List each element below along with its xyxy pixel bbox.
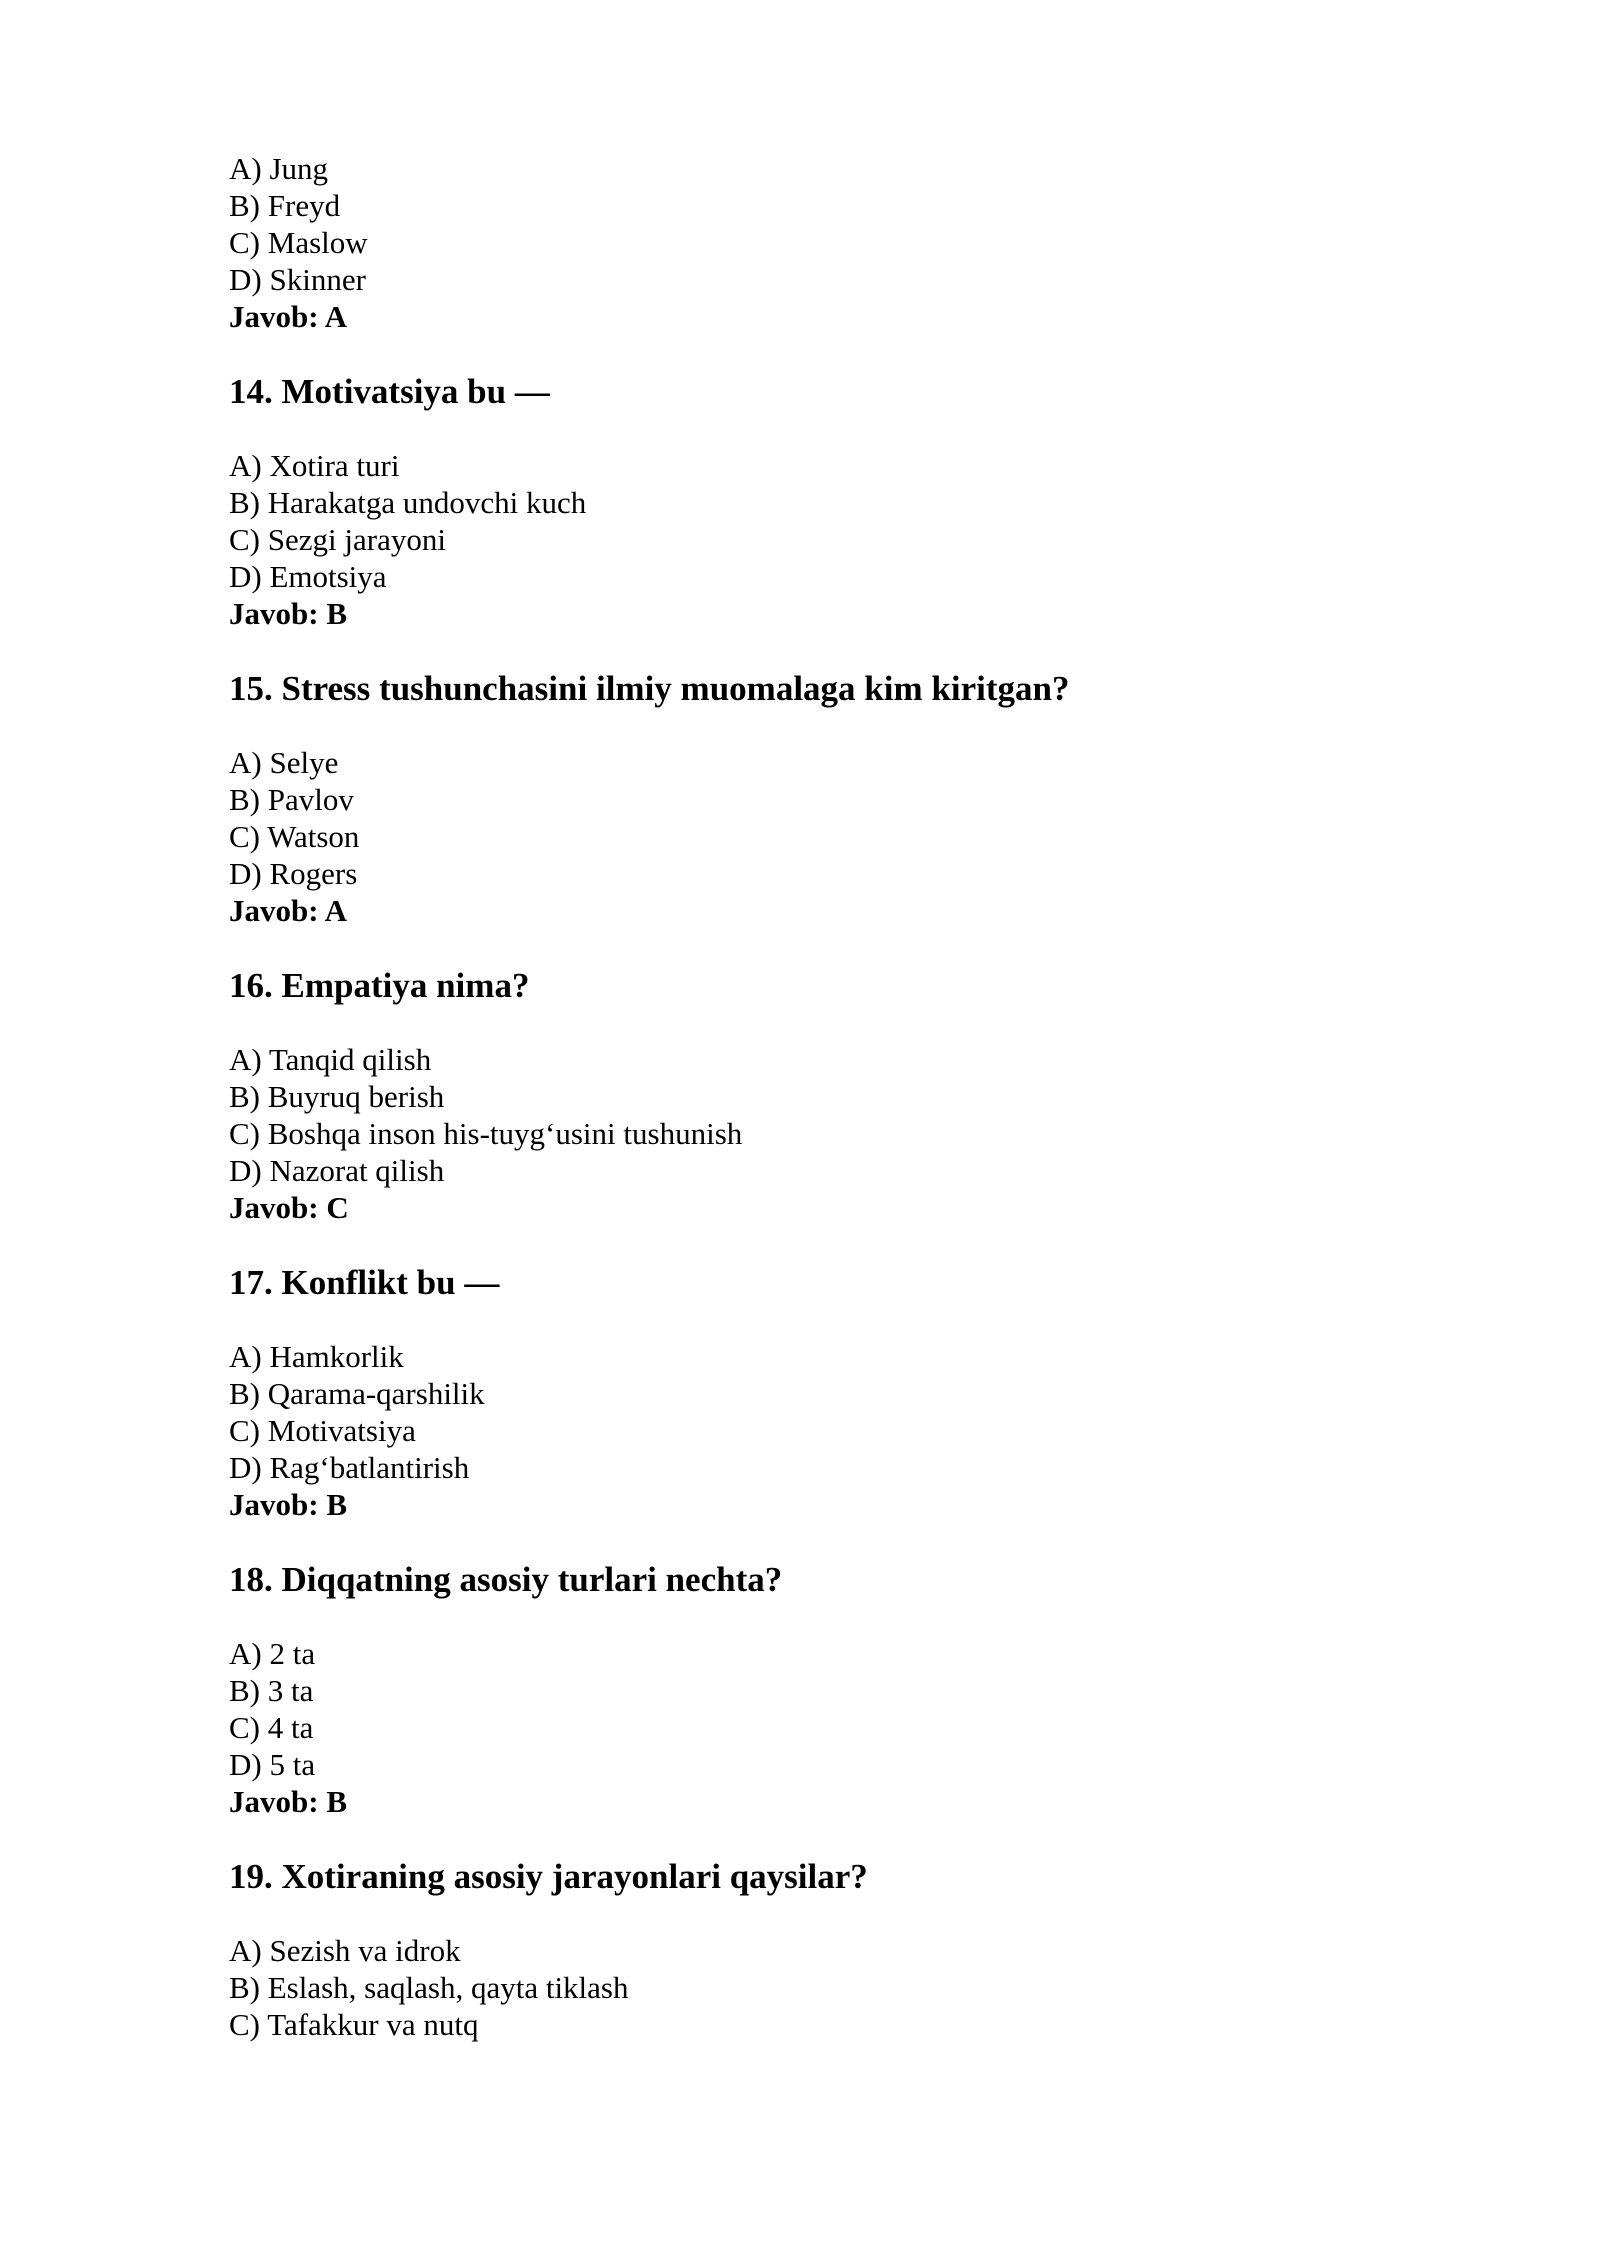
- answer-line: Javob: A: [229, 299, 347, 334]
- option-d: D) Rag‘batlantirish: [229, 1450, 470, 1485]
- option-c: C) 4 ta: [229, 1710, 314, 1745]
- answer-line: Javob: B: [229, 596, 347, 631]
- document-page: [229, 150, 1429, 2043]
- option-d: D) Nazorat qilish: [229, 1153, 445, 1188]
- question-block-16: [229, 965, 1429, 1226]
- answer-line: Javob: B: [229, 1487, 347, 1522]
- option-b: B) Eslash, saqlash, qayta tiklash: [229, 1970, 629, 2005]
- option-a: A) Xotira turi: [229, 448, 400, 483]
- question-block-19: [229, 1856, 1429, 2043]
- option-d: D) Skinner: [229, 262, 366, 297]
- answer-line: Javob: B: [229, 1784, 347, 1819]
- option-b: B) Freyd: [229, 188, 341, 223]
- question-block-17: [229, 1262, 1429, 1523]
- option-c: C) Watson: [229, 819, 360, 854]
- answer-line: Javob: A: [229, 893, 347, 928]
- question-block-14: [229, 371, 1429, 632]
- option-a: A) Selye: [229, 745, 339, 780]
- option-c: C) Maslow: [229, 225, 368, 260]
- answer-line: Javob: C: [229, 1190, 349, 1225]
- option-c: C) Sezgi jarayoni: [229, 522, 446, 557]
- option-b: B) Buyruq berish: [229, 1079, 445, 1114]
- option-b: B) Pavlov: [229, 782, 354, 817]
- option-c: C) Boshqa inson his-tuyg‘usini tushunish: [229, 1116, 743, 1151]
- option-a: A) Jung: [229, 151, 329, 186]
- question-title: 19. Xotiraning asosiy jarayonlari qaysilar?: [229, 1857, 868, 1896]
- option-c: C) Motivatsiya: [229, 1413, 416, 1448]
- option-a: A) Hamkorlik: [229, 1339, 404, 1374]
- option-b: B) 3 ta: [229, 1673, 314, 1708]
- question-block-15: [229, 668, 1429, 929]
- option-c: C) Tafakkur va nutq: [229, 2007, 479, 2042]
- question-block-18: [229, 1559, 1429, 1820]
- question-title: 14. Motivatsiya bu —: [229, 372, 550, 411]
- option-d: D) Rogers: [229, 856, 358, 891]
- question-block-13-tail: [229, 150, 1429, 335]
- option-d: D) Emotsiya: [229, 559, 387, 594]
- option-d: D) 5 ta: [229, 1747, 316, 1782]
- option-a: A) 2 ta: [229, 1636, 316, 1671]
- option-a: A) Tanqid qilish: [229, 1042, 432, 1077]
- question-title: 16. Empatiya nima?: [229, 966, 530, 1005]
- option-b: B) Harakatga undovchi kuch: [229, 485, 587, 520]
- question-title: 15. Stress tushunchasini ilmiy muomalaga kim kiritgan?: [229, 669, 1070, 708]
- option-a: A) Sezish va idrok: [229, 1933, 461, 1968]
- question-title: 18. Diqqatning asosiy turlari nechta?: [229, 1560, 783, 1599]
- option-b: B) Qarama-qarshilik: [229, 1376, 485, 1411]
- question-title: 17. Konflikt bu —: [229, 1263, 500, 1302]
